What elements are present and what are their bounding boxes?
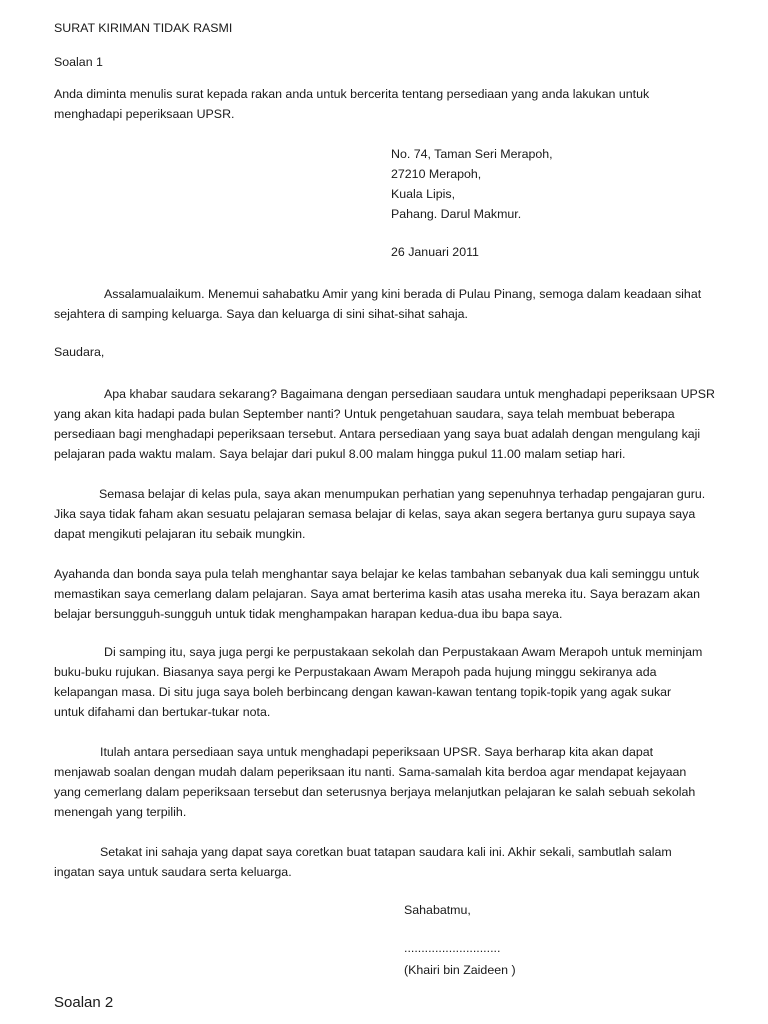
address-line: Kuala Lipis, bbox=[391, 187, 456, 201]
signature-name: (Khairi bin Zaideen ) bbox=[404, 963, 516, 977]
address-line: No. 74, Taman Seri Merapoh, bbox=[391, 147, 553, 161]
paragraph-line: persediaan bagi menghadapi peperiksaan tersebut. Antara persediaan yang saya buat adalah dengan mengulang kaji bbox=[54, 427, 701, 441]
paragraph-line: Setakat ini sahaja yang dapat saya coretkan buat tatapan saudara kali ini. Akhir sekali, sambutlah salam bbox=[100, 845, 672, 859]
prompt-line: menghadapi peperiksaan UPSR. bbox=[54, 107, 235, 121]
paragraph-line: menengah yang terpilih. bbox=[54, 805, 187, 819]
body-paragraph-2 bbox=[54, 484, 744, 544]
paragraph-line: buku-buku rujukan. Biasanya saya pergi ke Perpustakaan Awam Merapoh pada hujung minggu sekiranya ada bbox=[54, 665, 657, 679]
body-paragraph-1 bbox=[54, 384, 744, 464]
paragraph-line: pelajaran pada waktu malam. Saya belajar dari pukul 8.00 malam hingga pukul 11.00 malam setiap hari. bbox=[54, 447, 626, 461]
paragraph-line: untuk difahami dan bertukar-tukar nota. bbox=[54, 705, 271, 719]
body-paragraph-4 bbox=[54, 642, 744, 722]
paragraph-line: Ayahanda dan bonda saya pula telah menghantar saya belajar ke kelas tambahan sebanyak dua kali seminggu untuk bbox=[54, 567, 700, 581]
question-prompt bbox=[54, 84, 744, 124]
paragraph-line: ingatan saya untuk saudara serta keluarga. bbox=[54, 865, 292, 879]
greeting-line: Assalamualaikum. Menemui sahabatku Amir yang kini berada di Pulau Pinang, semoga dalam keadaan sihat bbox=[104, 287, 702, 301]
signature-line: ............................ bbox=[404, 941, 501, 955]
paragraph-line: Apa khabar saudara sekarang? Bagaimana dengan persediaan saudara untuk menghadapi peperiksaan UPSR bbox=[104, 387, 716, 401]
salutation: Saudara, bbox=[54, 345, 105, 359]
address-line: 27210 Merapoh, bbox=[391, 167, 482, 181]
paragraph-line: Di samping itu, saya juga pergi ke perpustakaan sekolah dan Perpustakaan Awam Merapoh untuk meminjam bbox=[104, 645, 703, 659]
paragraph-line: belajar bersungguh-sungguh untuk tidak menghampakan harapan kedua-dua ibu bapa saya. bbox=[54, 607, 563, 621]
document-title: SURAT KIRIMAN TIDAK RASMI bbox=[54, 21, 233, 35]
body-paragraph-3 bbox=[54, 564, 744, 624]
paragraph-line: memastikan saya cemerlang dalam pelajaran. Saya amat berterima kasih atas usaha mereka itu. Saya berazam akan bbox=[54, 587, 701, 601]
paragraph-line: dapat mengikuti pelajaran itu sebaik mungkin. bbox=[54, 527, 306, 541]
greeting-line: sejahtera di samping keluarga. Saya dan keluarga di sini sihat-sihat sahaja. bbox=[54, 307, 468, 321]
paragraph-line: Itulah antara persediaan saya untuk menghadapi peperiksaan UPSR. Saya berharap kita akan dapat bbox=[100, 745, 654, 759]
body-paragraph-6 bbox=[54, 842, 744, 882]
body-paragraph-5 bbox=[54, 742, 744, 822]
paragraph-line: kelapangan masa. Di situ juga saya boleh berbincang dengan kawan-kawan tentang topik-topik yang agak sukar bbox=[54, 685, 672, 699]
next-question-label: Soalan 2 bbox=[54, 994, 114, 1011]
prompt-line: Anda diminta menulis surat kepada rakan anda untuk bercerita tentang persediaan yang anda lakukan untuk bbox=[54, 87, 650, 101]
paragraph-line: yang akan kita hadapi pada bulan September nanti? Untuk pengetahuan saudara, saya telah membuat beberapa bbox=[54, 407, 675, 421]
greeting-paragraph bbox=[54, 284, 744, 324]
address-line: Pahang. Darul Makmur. bbox=[391, 207, 522, 221]
paragraph-line: yang cemerlang dalam peperiksaan tersebut dan seterusnya berjaya melanjutkan pelajaran ke salah sebuah sekolah bbox=[54, 785, 696, 799]
paragraph-line: Jika saya tidak faham akan sesuatu pelajaran semasa belajar di kelas, saya akan segera bertanya guru supaya saya bbox=[54, 507, 696, 521]
closing: Sahabatmu, bbox=[404, 903, 471, 917]
paragraph-line: menjawab soalan dengan mudah dalam peperiksaan itu nanti. Sama-samalah kita berdoa agar mendapat kejayaan bbox=[54, 765, 687, 779]
letter-date: 26 Januari 2011 bbox=[391, 245, 479, 259]
question-label: Soalan 1 bbox=[54, 55, 103, 69]
paragraph-line: Semasa belajar di kelas pula, saya akan menumpukan perhatian yang sepenuhnya terhadap pengajaran guru. bbox=[99, 487, 706, 501]
sender-address bbox=[391, 144, 731, 224]
